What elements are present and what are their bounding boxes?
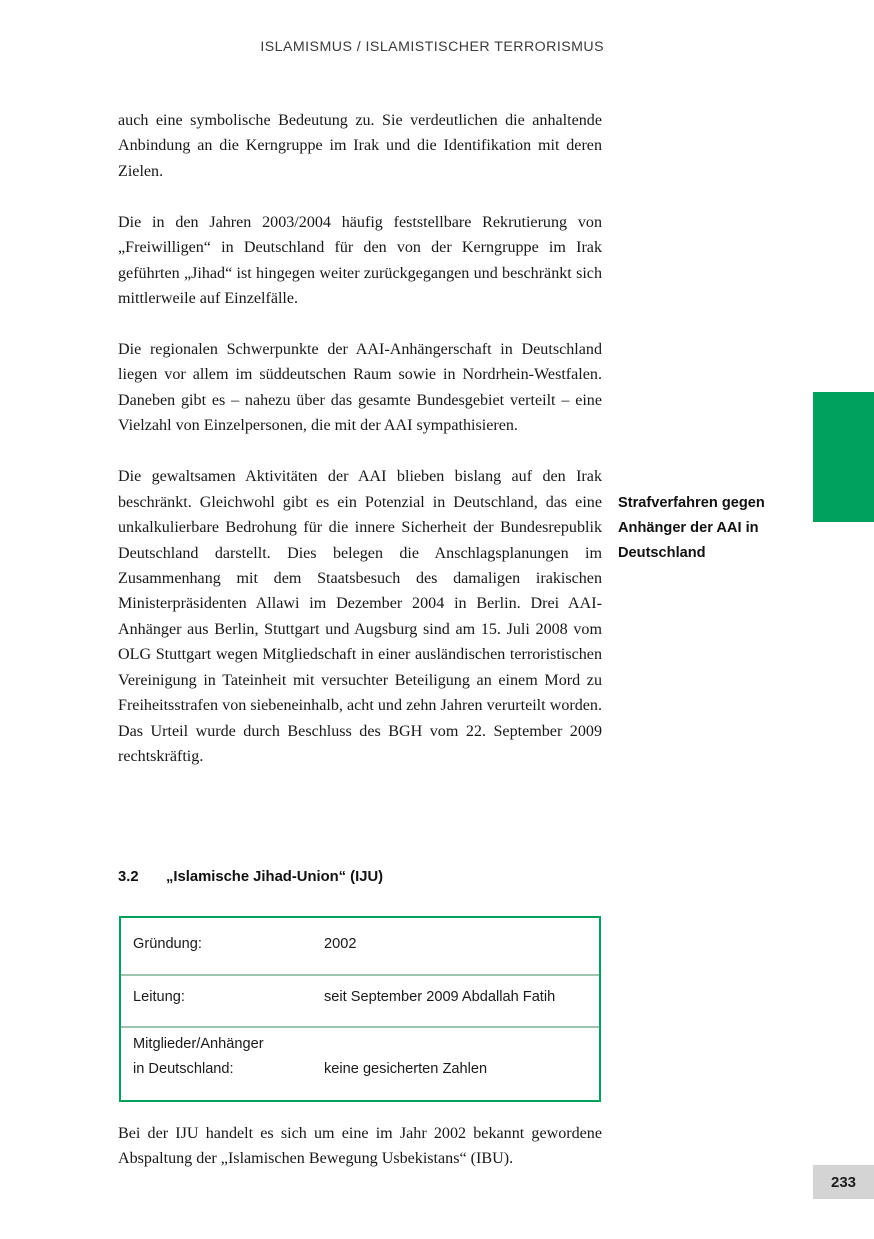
- table-cell-value: 2002: [324, 936, 357, 952]
- table-row: [121, 1026, 599, 1100]
- section-number: 3.2: [118, 869, 139, 885]
- main-text-column: [118, 108, 602, 770]
- body-paragraph: Die regionalen Schwerpunkte der AAI-Anhängerschaft in Deutschland liegen vor allem im süddeutschen Raum sowie in Nordrhein-Westfalen. Daneben gibt es – nahezu über das gesamte Bundesgebiet verteilt – eine Vielzahl von Einzelpersonen, die mit der AAI sympathisieren.: [118, 340, 602, 435]
- page-number-badge: 233: [813, 1165, 874, 1199]
- table-cell-label: Mitglieder/Anhänger in Deutschland:: [133, 1036, 264, 1077]
- section-title: „Islamische Jihad-Union“ (IJU): [166, 869, 384, 885]
- body-paragraph: Bei der IJU handelt es sich um eine im Jahr 2002 bekannt gewordene Abspaltung der „Islamischen Bewegung Usbekistans“ (IBU).: [118, 1125, 602, 1168]
- body-paragraph: Die in den Jahren 2003/2004 häufig feststellbare Rekrutierung von „Freiwilligen“ in Deutschland für den von der Kerngruppe im Irak geführten „Jihad“ ist hingegen weiter zurückgegangen und beschränkt sich mittlerweile auf Einzelfälle.: [118, 213, 602, 308]
- green-margin-tab: [813, 392, 874, 522]
- table-cell-label: Gründung:: [133, 936, 202, 952]
- body-paragraph: auch eine symbolische Bedeutung zu. Sie verdeutlichen die anhaltende Anbindung an die Kerngruppe im Irak und die Identifikation mit deren Zielen.: [118, 112, 602, 180]
- table-row: [121, 918, 599, 974]
- fact-table: [119, 916, 601, 1102]
- running-header: ISLAMISMUS / ISLAMISTISCHER TERRORISMUS: [260, 39, 604, 55]
- section-heading: [118, 869, 618, 885]
- closing-text-column: [118, 1121, 602, 1172]
- table-cell-label: Leitung:: [133, 989, 185, 1005]
- table-cell-value: keine gesicherten Zahlen: [324, 1061, 488, 1077]
- table-cell-value: seit September 2009 Abdallah Fatih: [324, 989, 556, 1005]
- margin-note: Strafverfahren gegen Anhänger der AAI in Deutschland: [618, 495, 765, 562]
- table-row: [121, 974, 599, 1026]
- body-paragraph: Die gewaltsamen Aktivitäten der AAI blieben bislang auf den Irak beschränkt. Gleichwohl gibt es ein Potenzial in Deutschland, das eine unkalkulierbare Bedrohung für die innere Sicherheit der Bundesrepublik Deutschland darstellt. Dies belegen die Anschlagsplanungen im Zusammenhang mit dem Staatsbesuch des damaligen irakischen Ministerpräsidenten Allawi im Dezember 2004 in Berlin. Drei AAI-Anhänger aus Berlin, Stuttgart und Augsburg sind am 15. Juli 2008 vom OLG Stuttgart wegen Mitgliedschaft in einer ausländischen terroristischen Vereinigung in Tateinheit mit versuchter Beteiligung an einem Mord zu Freiheitsstrafen von siebeneinhalb, acht und zehn Jahren verurteilt worden. Das Urteil wurde durch Beschluss des BGH vom 22. September 2009 rechtskräftig.: [118, 468, 602, 766]
